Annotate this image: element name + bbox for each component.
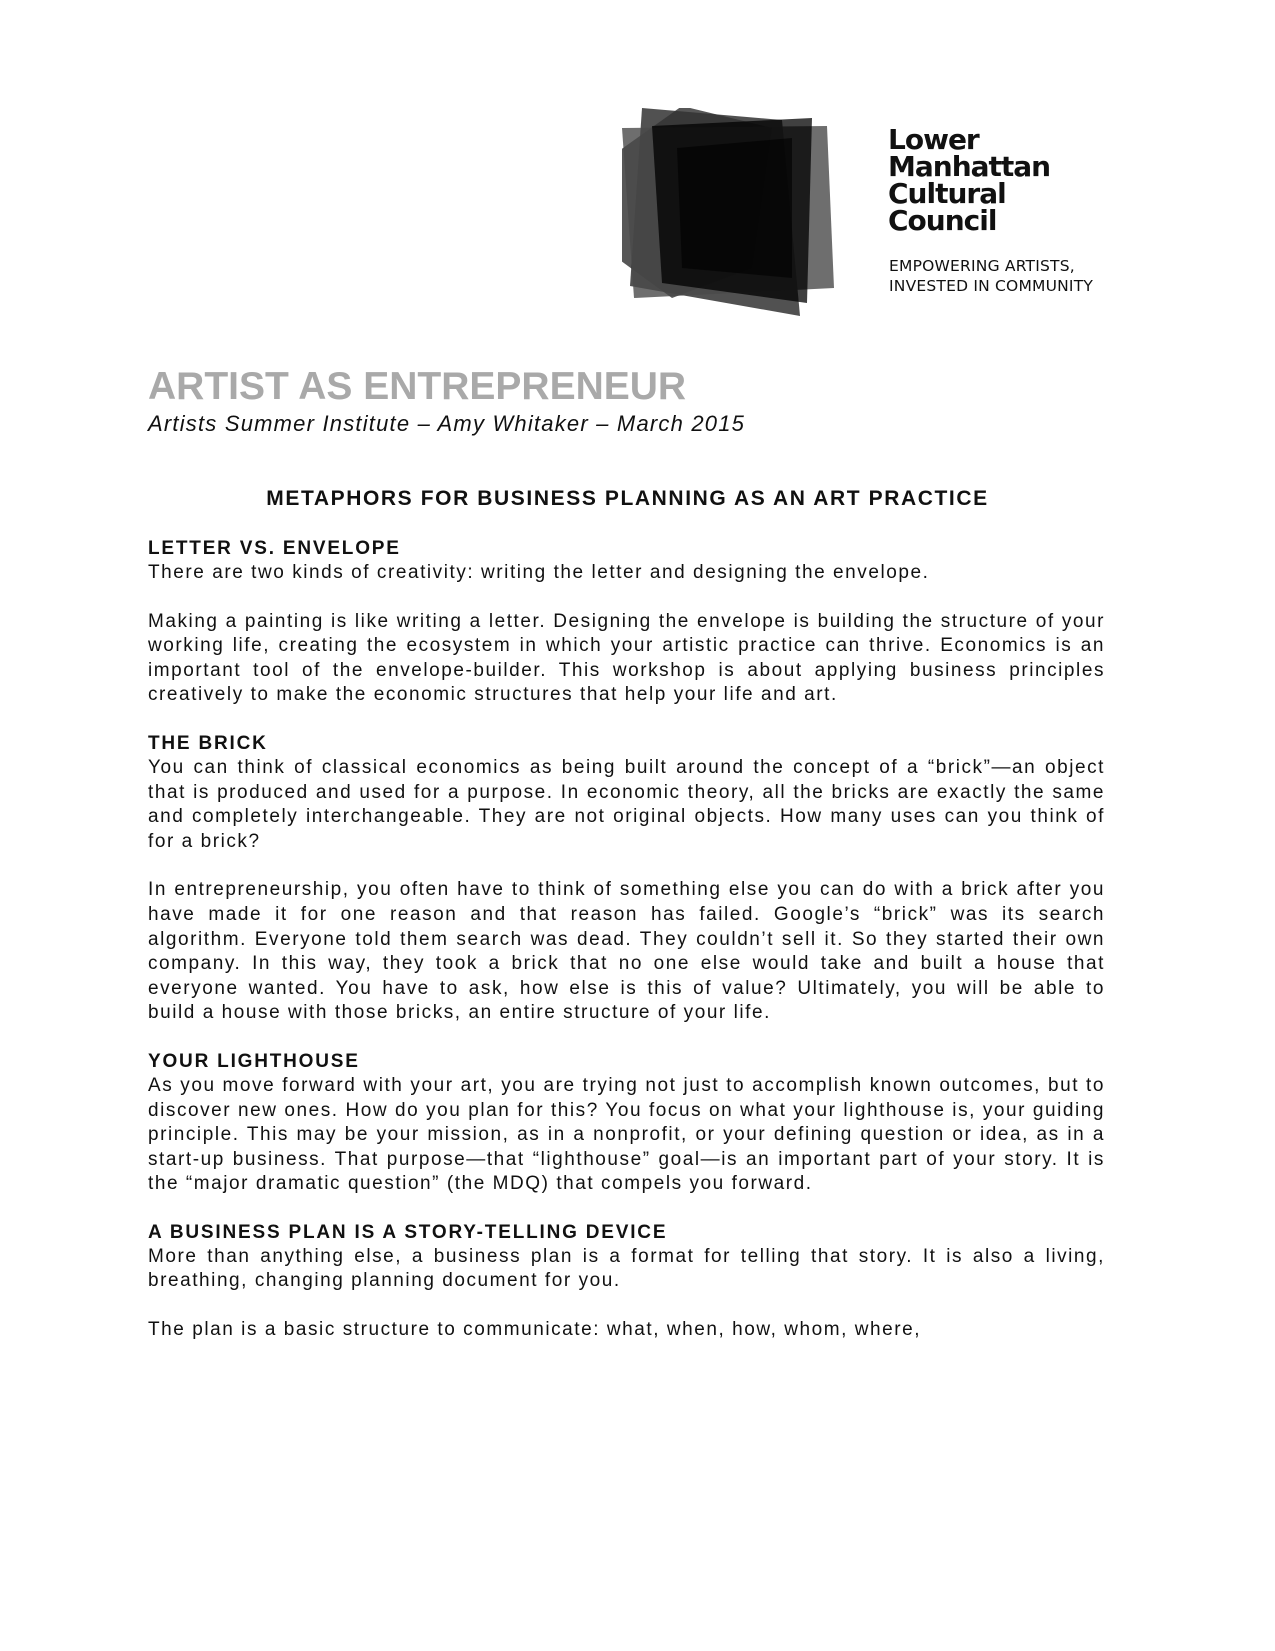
paragraph: You can think of classical economics as being built around the concept of a “brick”—an object that is produced and used for a purpose. In economic theory, all the bricks are exactly the same and completely interchangeable. They are not original objects. How many uses can you think of for a brick? <box>148 756 1105 852</box>
organization-tagline <box>889 256 1093 296</box>
org-name-line: Council <box>888 204 997 237</box>
org-name-line: Lower <box>888 123 979 156</box>
section-heading: LETTER VS. ENVELOPE <box>148 538 401 559</box>
organization-logo <box>622 108 1142 318</box>
paragraph: The plan is a basic structure to communicate: what, when, how, whom, where, <box>148 1319 922 1341</box>
tagline-line: INVESTED IN COMMUNITY <box>889 277 1094 295</box>
section-heading: THE BRICK <box>148 732 268 754</box>
paragraph: As you move forward with your art, you are trying not just to accomplish known outcomes, but to discover new ones. How do you plan for this? You focus on what your lighthouse is, your guiding principle. This may be your mission, as in a nonprofit, or your defining question or idea, as in a start-up business. That purpose—that “lighthouse” goal—is an important part of your story. It is the “major dramatic question” (the MDQ) that compels you forward. <box>148 1074 1105 1195</box>
organization-name <box>888 123 1051 237</box>
main-heading: METAPHORS FOR BUSINESS PLANNING AS AN ART PRACTICE <box>266 487 989 510</box>
document-subtitle: Artists Summer Institute – Amy Whitaker – March 2015 <box>148 411 746 436</box>
section-heading: A BUSINESS PLAN IS A STORY-TELLING DEVICE <box>148 1221 668 1243</box>
paragraph: More than anything else, a business plan is a format for telling that story. It is also a living, breathing, changing planning document for you. <box>148 1245 1105 1292</box>
document-title: ARTIST AS ENTREPRENEUR <box>148 365 687 408</box>
paragraph: In entrepreneurship, you often have to think of something else you can do with a brick after you have made it for one reason and that reason has failed. Google’s “brick” was its search algorithm. Everyone told them search was dead. They couldn’t sell it. So they started their own company. In this way, they took a brick that no one else would take and built a house that everyone wanted. You have to ask, how else is this of value? Ultimately, you will be able to build a house with those bricks, an entire structure of your life. <box>148 879 1105 1024</box>
document-body <box>148 537 1105 1343</box>
section-business-plan <box>148 1221 1105 1343</box>
section-the-brick <box>148 732 1105 1026</box>
org-name-line: Cultural <box>888 177 1006 210</box>
section-your-lighthouse <box>148 1050 1105 1197</box>
overlapping-squares-logo-icon <box>622 108 872 318</box>
section-heading: YOUR LIGHTHOUSE <box>148 1050 360 1072</box>
paragraph: There are two kinds of creativity: writing the letter and designing the envelope. <box>148 562 930 583</box>
org-name-line: Manhattan <box>888 150 1051 183</box>
section-letter-vs-envelope <box>148 537 1105 708</box>
paragraph: Making a painting is like writing a letter. Designing the envelope is building the structure of your working life, creating the ecosystem in which your artistic practice can thrive. Economics is an important tool of the envelope-builder. This workshop is about applying business principles creatively to make the economic structures that help your life and art. <box>148 610 1105 706</box>
tagline-line: EMPOWERING ARTISTS, <box>889 257 1075 275</box>
